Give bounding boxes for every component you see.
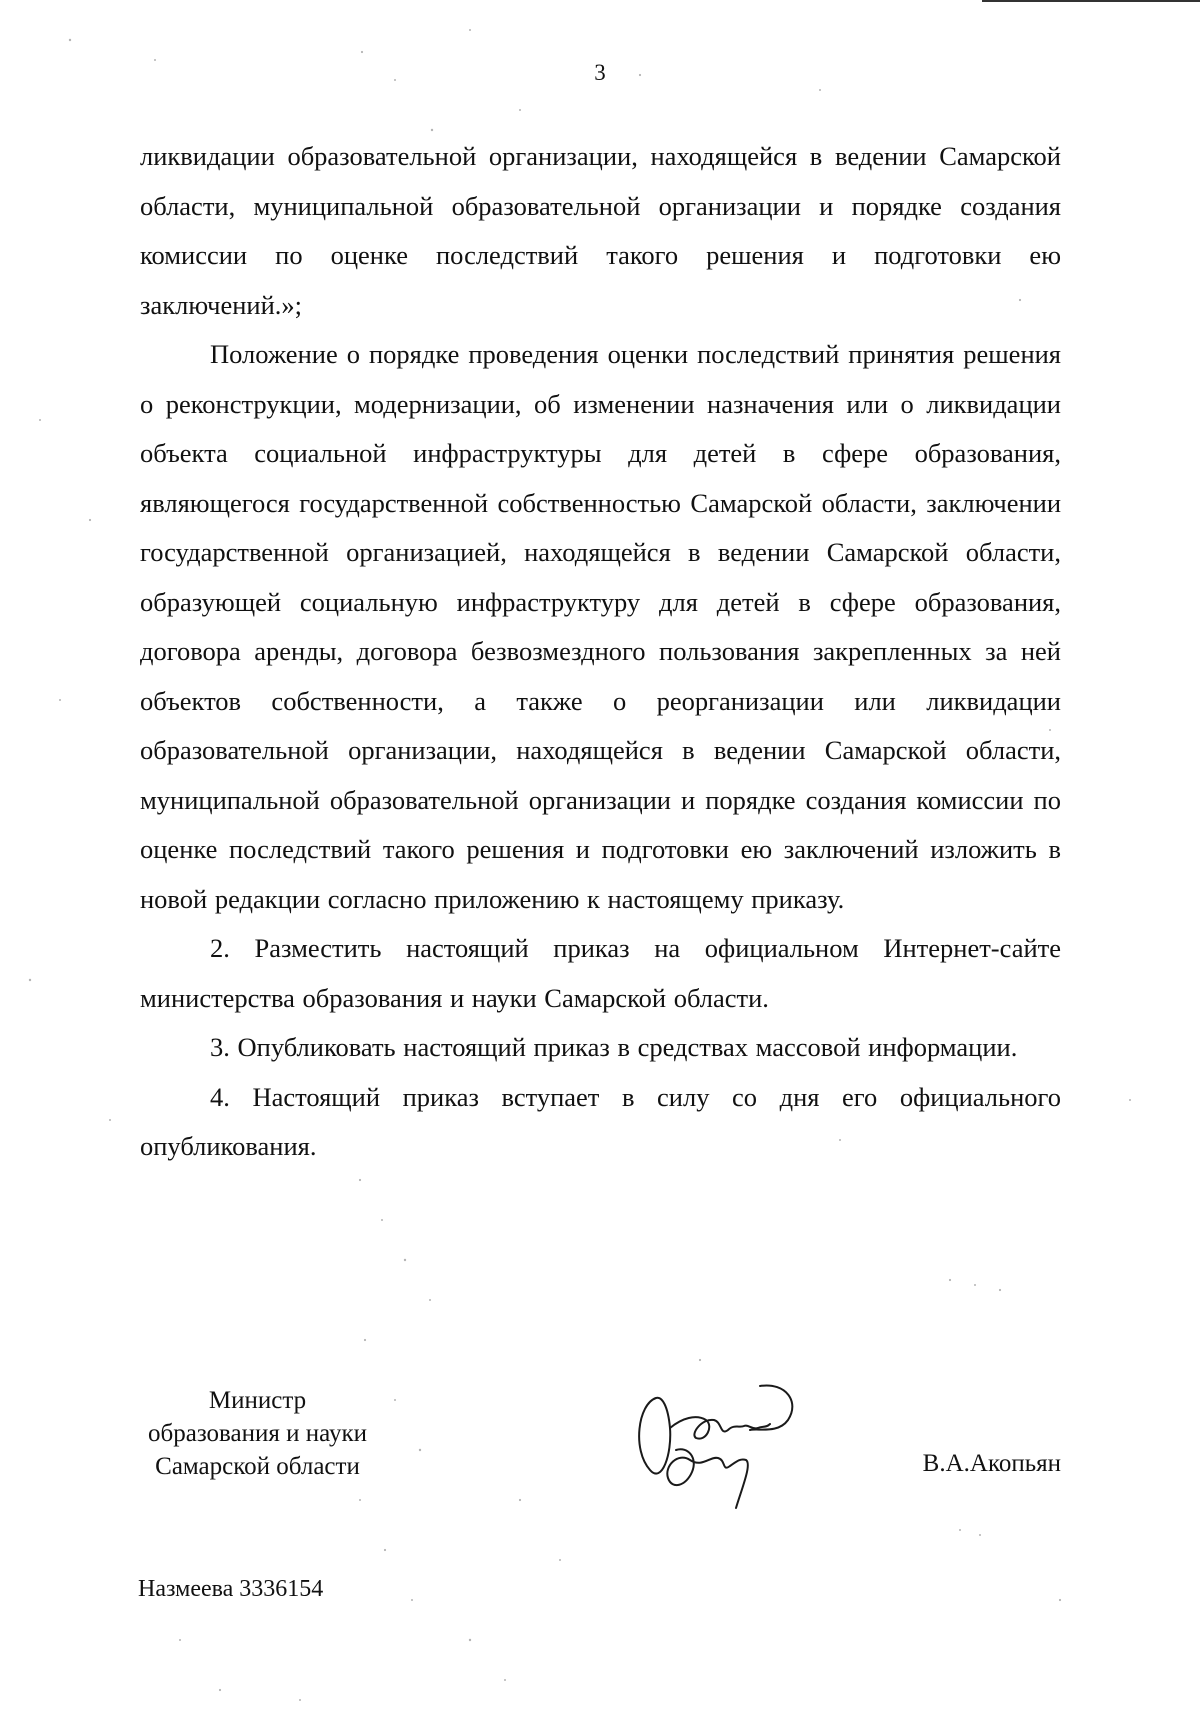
handwritten-signature (610, 1358, 810, 1538)
executor-contact: Назмеева 3336154 (138, 1576, 324, 1602)
position-line-2: образования и науки (148, 1420, 367, 1447)
position-line-1: Министр (208, 1387, 307, 1414)
paragraph-item-3: 3. Опубликовать настоящий приказ в средствах массовой информации. (210, 1032, 1018, 1062)
paragraph-continuation: ликвидации образовательной организации, находящейся в ведении Самарской области, муниципальной образовательной организации и порядке создания комиссии по оценке последствий такого решения и подготовки ею заключений.»; (140, 141, 1061, 320)
paragraph-item-4: 4. Настоящий приказ вступает в силу со дня его официального опубликования. (140, 1081, 1061, 1161)
signatory-name: В.А.Акопьян (922, 1450, 1061, 1477)
page-number: 3 (594, 60, 606, 85)
paragraph-item-2: 2. Разместить настоящий приказ на официальном Интернет-сайте министерства образования и науки Самарской области. (140, 933, 1061, 1013)
signatory-position (148, 1384, 367, 1483)
top-edge-rule (982, 0, 1200, 2)
document-body (140, 132, 1061, 1172)
paragraph-regulation-text: Положение о порядке проведения оценки последствий принятия решения о реконструкции, модернизации, об изменении назначения или о ликвидации объекта социальной инфраструктуры для детей в сфере образования, являющегося государственной собственностью Самарской области, заключении государственной организацией, находящейся в ведении Самарской области, образующей социальную инфраструктуру для детей в сфере образования, договора аренды, договора безвозмездного пользования закрепленных за ней объектов собственности, а также о реорганизации или ликвидации образовательной организации, находящейся в ведении Самарской области, муниципальной образовательной организации и порядке создания комиссии по оценке последствий такого решения и подготовки ею заключений изложить в новой редакции согласно приложению к настоящему приказу. (140, 339, 1061, 914)
position-line-3: Самарской области (155, 1453, 360, 1480)
signature-block (140, 1384, 1061, 1544)
